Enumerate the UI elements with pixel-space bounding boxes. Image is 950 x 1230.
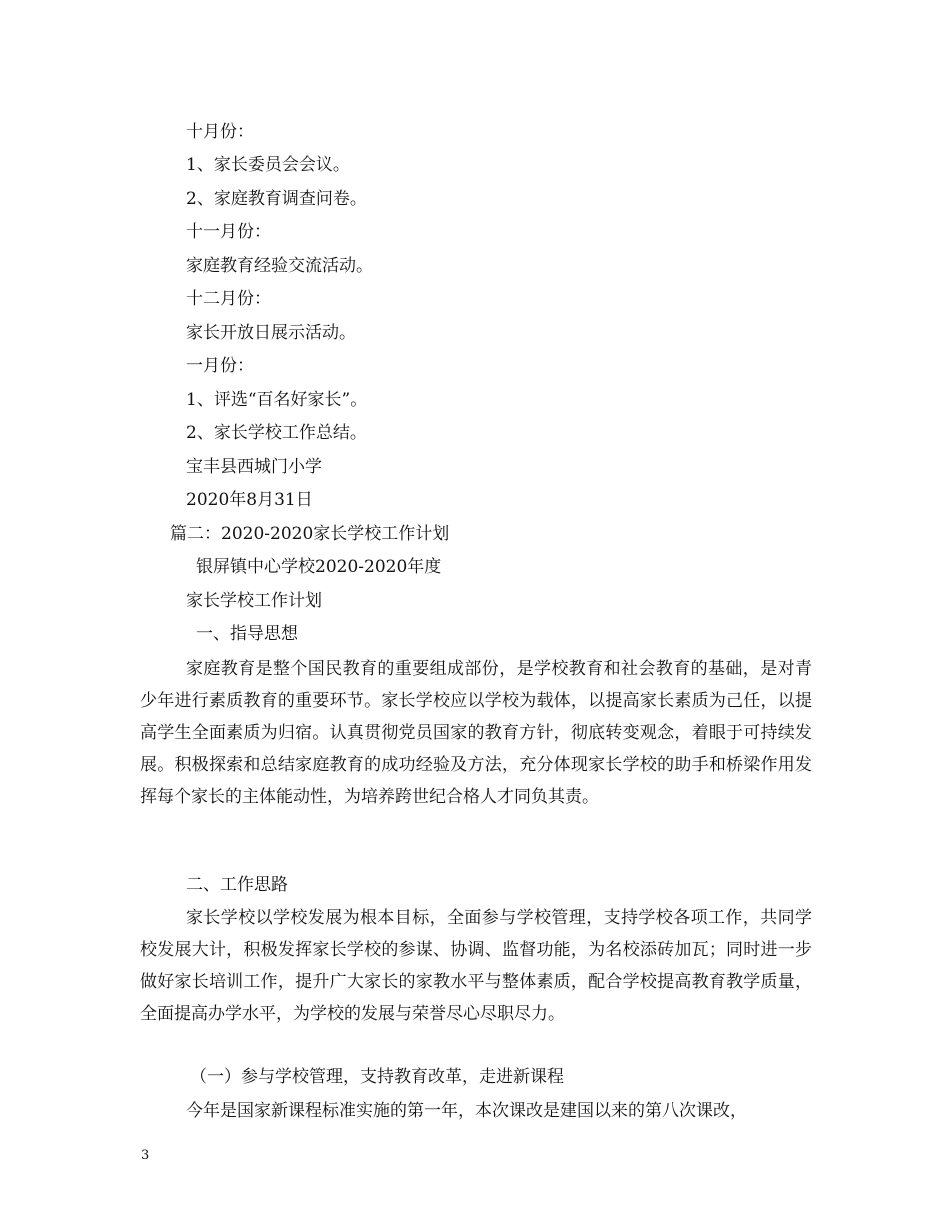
heading-work-approach: 二、工作思路 xyxy=(186,875,288,895)
january-item-2: 2、家长学校工作总结。 xyxy=(186,423,367,443)
heading-guiding-ideology: 一、指导思想 xyxy=(196,624,298,644)
january-heading: 一月份： xyxy=(186,356,254,376)
paragraph-work-approach: 家长学校以学校发展为根本目标，全面参与学校管理，支持学校各项工作，共同学校发展大计，积极发挥家长学校的参谋、协调、监督功能，为名校添砖加瓦；同时进一步做好家长培训工作，提升广大家长的家教水平与整体素质，配合学校提高教育教学质量，全面提高办学水平，为学校的发展与荣誉尽心尽职尽力。 xyxy=(140,908,812,1024)
page-number: 3 xyxy=(141,1148,150,1163)
signature-school: 宝丰县西城门小学 xyxy=(186,457,322,477)
section-title: 篇二：2020-2020家长学校工作计划 xyxy=(170,524,450,544)
october-item-2: 2、家庭教育调查问卷。 xyxy=(186,189,367,209)
december-heading: 十二月份： xyxy=(186,289,271,309)
november-heading: 十一月份： xyxy=(186,222,271,242)
plan-subtitle-line-1: 银屏镇中心学校2020-2020年度 xyxy=(196,557,442,577)
heading-participate-management: （一）参与学校管理，支持教育改革，走进新课程 xyxy=(190,1067,564,1087)
october-heading: 十月份： xyxy=(186,122,254,142)
october-item-1: 1、家长委员会会议。 xyxy=(186,155,350,175)
december-item: 家长开放日展示活动。 xyxy=(186,323,356,343)
november-item: 家庭教育经验交流活动。 xyxy=(186,256,373,276)
january-item-1: 1、评选“百名好家长”。 xyxy=(186,390,368,410)
paragraph-new-curriculum: 今年是国家新课程标准实施的第一年，本次课改是建国以来的第八次课改， xyxy=(186,1101,747,1121)
paragraph-guiding-ideology: 家庭教育是整个国民教育的重要组成部份，是学校教育和社会教育的基础，是对青少年进行素质教育的重要环节。家长学校应以学校为载体，以提高家长素质为己任，以提高学生全面素质为归宿。认真贯彻党员国家的教育方针，彻底转变观念，着眼于可持续发展。积极探索和总结家庭教育的成功经验及方法，充分体现家长学校的助手和桥梁作用发挥每个家长的主体能动性，为培养跨世纪合格人才同负其责。 xyxy=(140,659,812,807)
plan-subtitle-line-2: 家长学校工作计划 xyxy=(186,591,322,611)
signature-date: 2020年8月31日 xyxy=(186,490,313,510)
